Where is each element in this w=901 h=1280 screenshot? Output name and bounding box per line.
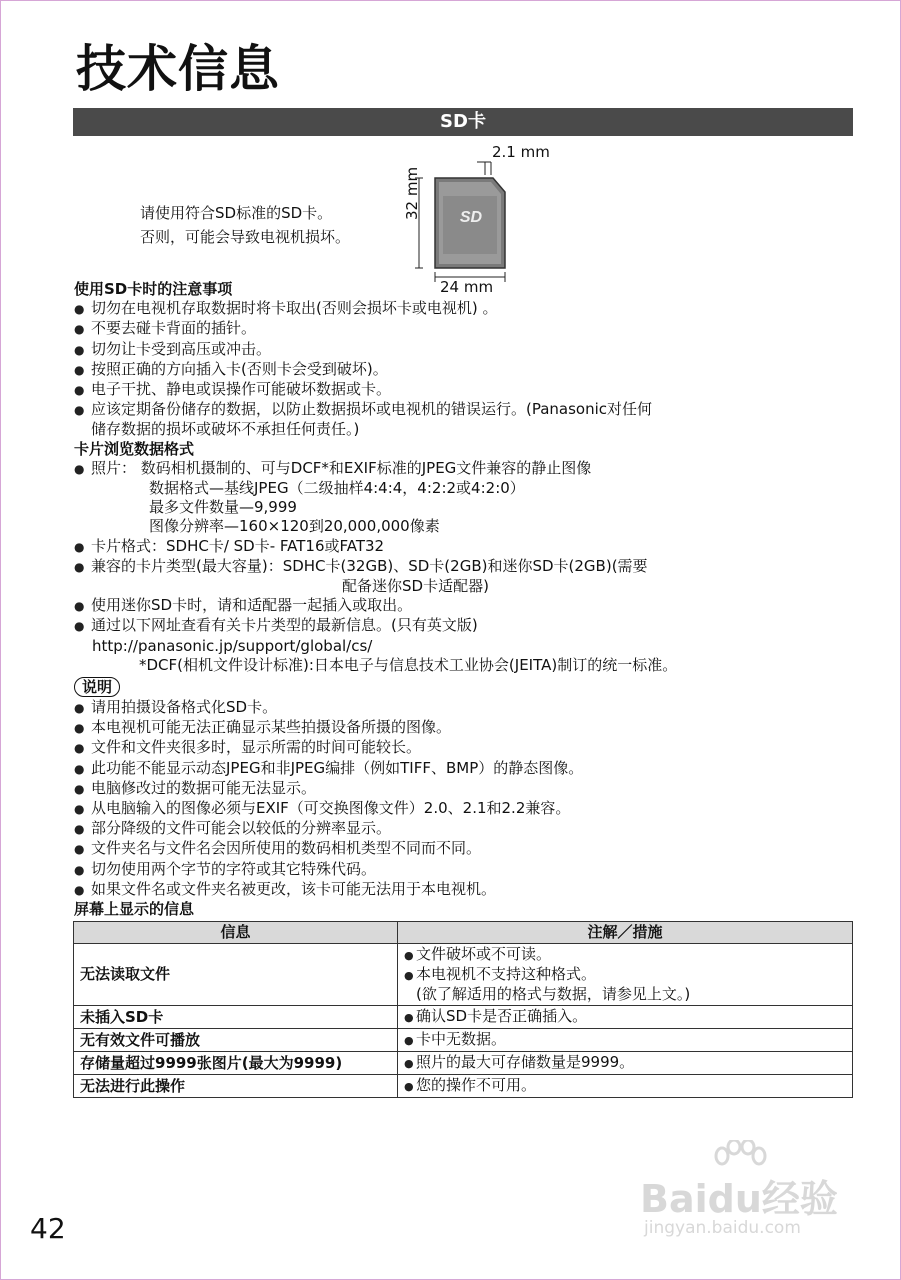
minisd-note: ● 使用迷你SD卡时，请和适配器一起插入或取出。 [74,596,864,616]
website-note: ● 通过以下网址查看有关卡片类型的最新信息。(只有英文版) [74,616,864,636]
message-cell: 无法读取文件 [74,944,398,1006]
intro-line: 请使用符合SD标准的SD卡。 [140,204,333,222]
note-item: ● 文件和文件夹很多时，显示所需的时间可能较长。 [74,738,864,758]
intro-line: 否则，可能会导致电视机损坏。 [140,228,351,246]
list-item-continuation: 储存数据的损坏或破坏不承担任何责任。) [91,420,360,439]
photo-detail: 数据格式—基线JPEG（二级抽样4:4:4，4:2:2或4:2:0） [149,479,525,498]
list-item: ● 切勿在电视机存取数据时将卡取出(否则会损坏卡或电视机) 。 [74,299,864,319]
list-item: ● 按照正确的方向插入卡(否则卡会受到破坏)。 [74,360,864,380]
table-row [74,1052,853,1075]
sd-card-diagram [405,140,575,300]
solution-cell [398,1029,853,1052]
note-item: ● 电脑修改过的数据可能无法显示。 [74,779,864,799]
solution-extra: (欲了解适用的格式与数据，请参见上文。) [416,985,691,1003]
photo-format: ● 照片： 数码相机摄制的、可与DCF*和EXIF标准的JPEG文件兼容的静止图像 [74,459,864,479]
note-item: ● 文件夹名与文件名会因所使用的数码相机类型不同而不同。 [74,839,864,859]
messages-table [73,921,853,1098]
message-cell: 未插入SD卡 [74,1006,398,1029]
main-content [74,280,864,900]
table-row [74,1006,853,1029]
compatible-cards-continuation: 配备迷你SD卡适配器) [342,577,489,596]
compatible-cards: ● 兼容的卡片类型(最大容量)：SDHC卡(32GB)、SD卡(2GB)和迷你SD卡(2GB)(需要 [74,557,864,577]
format-heading: 卡片浏览数据格式 [74,439,195,458]
note-item: ● 切勿使用两个字节的字符或其它特殊代码。 [74,860,864,880]
page-number: 42 [30,1212,66,1245]
solution-line: ● 文件破坏或不可读。 [404,945,846,965]
list-item: ● 电子干扰、静电或误操作可能破坏数据或卡。 [74,380,864,400]
page-title: 技术信息 [76,40,280,98]
column-header-solution: 注解／措施 [398,922,853,944]
solution-line: ● 本电视机不支持这种格式。 [404,965,846,985]
message-cell: 存储量超过9999张图片(最大为9999) [74,1052,398,1075]
note-item: ● 从电脑输入的图像必须与EXIF（可交换图像文件）2.0、2.1和2.2兼容。 [74,799,864,819]
solution-line: ● 确认SD卡是否正确插入。 [404,1007,846,1027]
solution-cell [398,1052,853,1075]
solution-cell [398,1006,853,1029]
message-cell: 无法进行此操作 [74,1075,398,1098]
messages-heading: 屏幕上显示的信息 [74,900,195,918]
sd-logo: SD [459,209,483,226]
note-item: ● 如果文件名或文件夹名被更改，该卡可能无法用于本电视机。 [74,880,864,900]
solution-line: ● 卡中无数据。 [404,1030,846,1050]
solution-line: ● 照片的最大可存储数量是9999。 [404,1053,846,1073]
dcf-footnote: *DCF(相机文件设计标准):日本电子与信息技术工业协会(JEITA)制订的统一标准。 [139,655,678,674]
list-item: ● 应该定期备份储存的数据，以防止数据损坏或电视机的错误运行。(Panasonic对任何 [74,400,864,420]
solution-cell [398,944,853,1006]
width-label: 24 mm [440,278,494,296]
solution-cell [398,1075,853,1098]
column-header-message: 信息 [74,922,398,944]
notes-label: 说明 [74,677,120,697]
table-row [74,1075,853,1098]
section-bar-sd-card: SD卡 [73,108,853,136]
table-row [74,944,853,1006]
note-item: ● 本电视机可能无法正确显示某些拍摄设备所摄的图像。 [74,718,864,738]
list-item: ● 切勿让卡受到高压或冲击。 [74,340,864,360]
sd-card-illustration [405,140,575,300]
table-row [74,1029,853,1052]
card-format: ● 卡片格式：SDHC卡/ SD卡- FAT16或FAT32 [74,537,864,557]
photo-detail: 图像分辨率—160×120到20,000,000像素 [149,517,440,536]
precautions-heading: 使用SD卡时的注意事项 [74,280,233,298]
note-item: ● 此功能不能显示动态JPEG和非JPEG编排（例如TIFF、BMP）的静态图像。 [74,759,864,779]
solution-line: ● 您的操作不可用。 [404,1076,846,1096]
baidu-watermark [640,1140,840,1245]
support-url: http://panasonic.jp/support/global/cs/ [92,636,373,655]
height-label: 32 mm [403,166,421,220]
photo-detail: 最多文件数量—9,999 [149,498,297,517]
thickness-label: 2.1 mm [492,143,550,161]
note-item: ● 请用拍摄设备格式化SD卡。 [74,698,864,718]
watermark-logo: Baidu经验 [640,1177,838,1221]
message-cell: 无有效文件可播放 [74,1029,398,1052]
intro-text [140,201,350,249]
note-item: ● 部分降级的文件可能会以较低的分辨率显示。 [74,819,864,839]
table-header-row [74,922,853,944]
list-item: ● 不要去碰卡背面的插针。 [74,319,864,339]
watermark-url: jingyan.baidu.com [644,1218,801,1238]
